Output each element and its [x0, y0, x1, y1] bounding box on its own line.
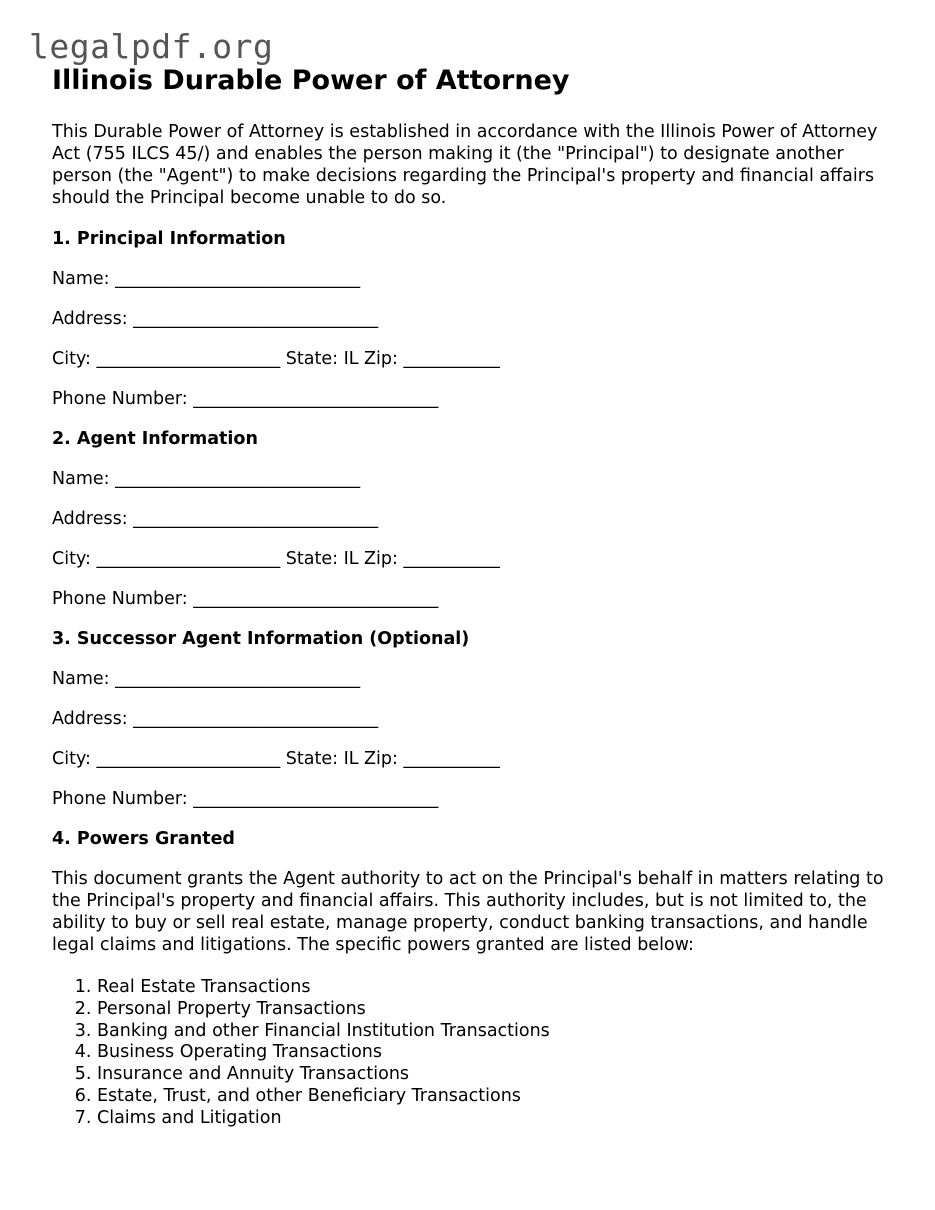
list-item: 1. Real Estate Transactions [97, 977, 892, 999]
list-item: 5. Insurance and Annuity Transactions [97, 1064, 892, 1086]
section-heading-powers: 4. Powers Granted [52, 829, 235, 849]
powers-list [52, 977, 892, 1130]
document-page [52, 62, 892, 1130]
list-item: 6. Estate, Trust, and other Beneficiary Transactions [97, 1086, 892, 1108]
agent-city-state-zip-field: City: _____________________ State: IL Zip: ___________ [52, 549, 500, 569]
successor-name-field: Name: ____________________________ [52, 669, 361, 689]
powers-paragraph: This document grants the Agent authority to act on the Principal's behalf in matters relating to the Principal's property and financial affairs. This authority includes, but is not limited to, the ability to buy or sell real estate, manage property, conduct banking transactions, and handle legal claims and litigations. The specific powers granted are listed below: [52, 869, 884, 955]
successor-city-state-zip-field: City: _____________________ State: IL Zip: ___________ [52, 749, 500, 769]
principal-address-field: Address: ____________________________ [52, 309, 379, 329]
principal-city-state-zip-field: City: _____________________ State: IL Zip: ___________ [52, 349, 500, 369]
list-item: 4. Business Operating Transactions [97, 1042, 892, 1064]
successor-phone-field: Phone Number: ____________________________ [52, 789, 439, 809]
list-item: 2. Personal Property Transactions [97, 999, 892, 1021]
section-heading-agent: 2. Agent Information [52, 429, 258, 449]
page-title: Illinois Durable Power of Attorney [52, 65, 570, 96]
list-item: 3. Banking and other Financial Institution Transactions [97, 1021, 892, 1043]
intro-paragraph: This Durable Power of Attorney is established in accordance with the Illinois Power of Attorney Act (755 ILCS 45/) and enables the person making it (the "Principal") to designate another person (the "Agent") to make decisions regarding the Principal's property and financial affairs should the Principal become unable to do so. [52, 122, 878, 208]
principal-phone-field: Phone Number: ____________________________ [52, 389, 439, 409]
section-heading-principal: 1. Principal Information [52, 229, 286, 249]
list-item: 7. Claims and Litigation [97, 1108, 892, 1130]
agent-phone-field: Phone Number: ____________________________ [52, 589, 439, 609]
agent-address-field: Address: ____________________________ [52, 509, 379, 529]
watermark: legalpdf.org [29, 27, 274, 66]
successor-address-field: Address: ____________________________ [52, 709, 379, 729]
agent-name-field: Name: ____________________________ [52, 469, 361, 489]
principal-name-field: Name: ____________________________ [52, 269, 361, 289]
section-heading-successor: 3. Successor Agent Information (Optional) [52, 629, 470, 649]
